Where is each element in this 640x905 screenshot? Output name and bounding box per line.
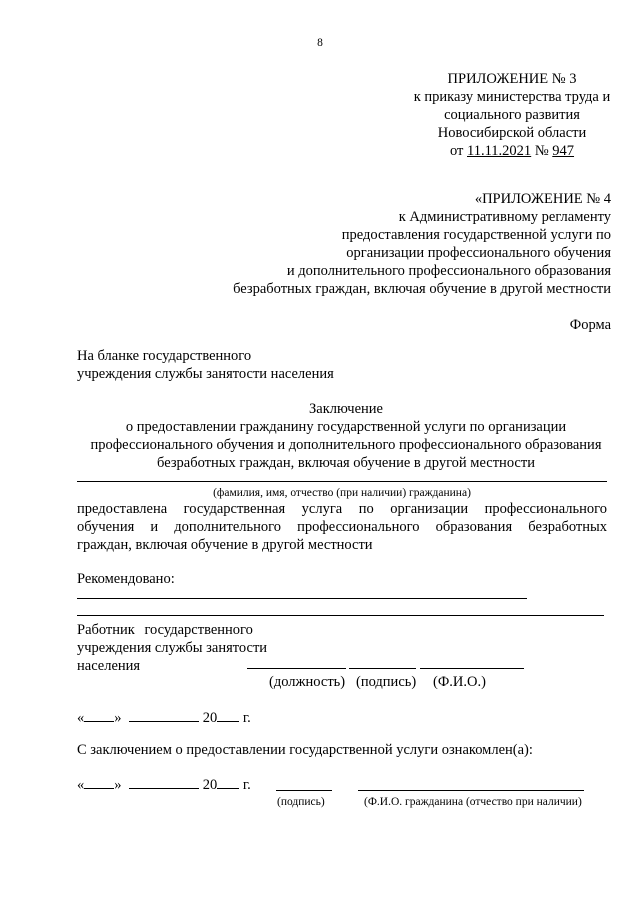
year-blank (217, 776, 239, 789)
acquainted-label: С заключением о предоставлении государственной услуги ознакомлен(а): (77, 742, 533, 758)
order-date: 11.11.2021 (467, 143, 532, 159)
recommended-line (77, 615, 604, 616)
citizen-name-caption: (фамилия, имя, отчество (при наличии) гражданина) (213, 487, 471, 499)
recommended-line (77, 598, 527, 599)
appendix3-title: ПРИЛОЖЕНИЕ № 3 (447, 71, 577, 87)
order-prefix: от (449, 143, 467, 159)
appendix3-line: Новосибирской области (437, 125, 587, 141)
appendix4-line: организации профессионального обучения (346, 245, 611, 261)
order-number-sign: № (531, 143, 553, 159)
citizen-fio-caption: (Ф.И.О. гражданина (отчество при наличии) (364, 796, 582, 808)
document-subtitle: профессионального обучения и дополнительного профессионального образования (90, 437, 602, 453)
name-line (420, 668, 524, 669)
document-subtitle: о предоставлении гражданину государственной услуги по организации (125, 419, 567, 435)
signature-line (349, 668, 416, 669)
appendix4-line: предоставления государственной услуги по (341, 227, 611, 243)
day-blank (84, 776, 114, 789)
appendix4-line: и дополнительного профессионального образования (286, 263, 611, 279)
open-quote: « (77, 710, 85, 726)
page-number: 8 (317, 37, 323, 49)
letterhead-line: учреждения службы занятости населения (77, 366, 334, 382)
month-blank (129, 709, 199, 722)
appendix3-line: к приказу министерства труда и (413, 89, 611, 105)
day-blank (84, 709, 114, 722)
order-number: 947 (552, 143, 575, 159)
appendix4-title: «ПРИЛОЖЕНИЕ № 4 (474, 191, 611, 207)
body-line: обучения и дополнительного профессионального образования безработных (77, 519, 607, 535)
letterhead-line: На бланке государственного (77, 348, 252, 364)
body-line: предоставлена государственная услуга по организации профессионального (77, 501, 607, 517)
month-blank (129, 776, 199, 789)
year-suffix: г. (242, 777, 251, 793)
close-quote: » (114, 710, 122, 726)
worker-line: населения (77, 658, 141, 674)
date-line (77, 709, 251, 727)
citizen-name-line (77, 481, 607, 482)
body-line: граждан, включая обучение в другой местности (77, 537, 373, 553)
citizen-fio-line (358, 790, 584, 791)
year-suffix: г. (242, 710, 251, 726)
year-prefix: 20 (202, 777, 218, 793)
document-subtitle: безработных граждан, включая обучение в другой местности (157, 455, 535, 471)
year-blank (217, 709, 239, 722)
appendix4-line: к Административному регламенту (398, 209, 611, 225)
signature-caption: (подпись) (356, 674, 417, 690)
year-prefix: 20 (202, 710, 218, 726)
citizen-signature-line (276, 790, 332, 791)
citizen-signature-caption: (подпись) (277, 796, 325, 808)
form-label: Форма (569, 317, 611, 333)
document-title: Заключение (309, 401, 383, 417)
close-quote: » (114, 777, 122, 793)
open-quote: « (77, 777, 85, 793)
position-line (247, 668, 346, 669)
order-reference (382, 142, 640, 160)
worker-line: Работник государственного (77, 622, 253, 638)
appendix3-line: социального развития (444, 107, 580, 123)
position-caption: (должность) (269, 674, 346, 690)
recommended-label: Рекомендовано: (77, 571, 175, 587)
name-caption: (Ф.И.О.) (433, 674, 486, 690)
date-line (77, 776, 251, 794)
worker-line: учреждения службы занятости (77, 640, 268, 656)
appendix4-line: безработных граждан, включая обучение в другой местности (233, 281, 611, 297)
